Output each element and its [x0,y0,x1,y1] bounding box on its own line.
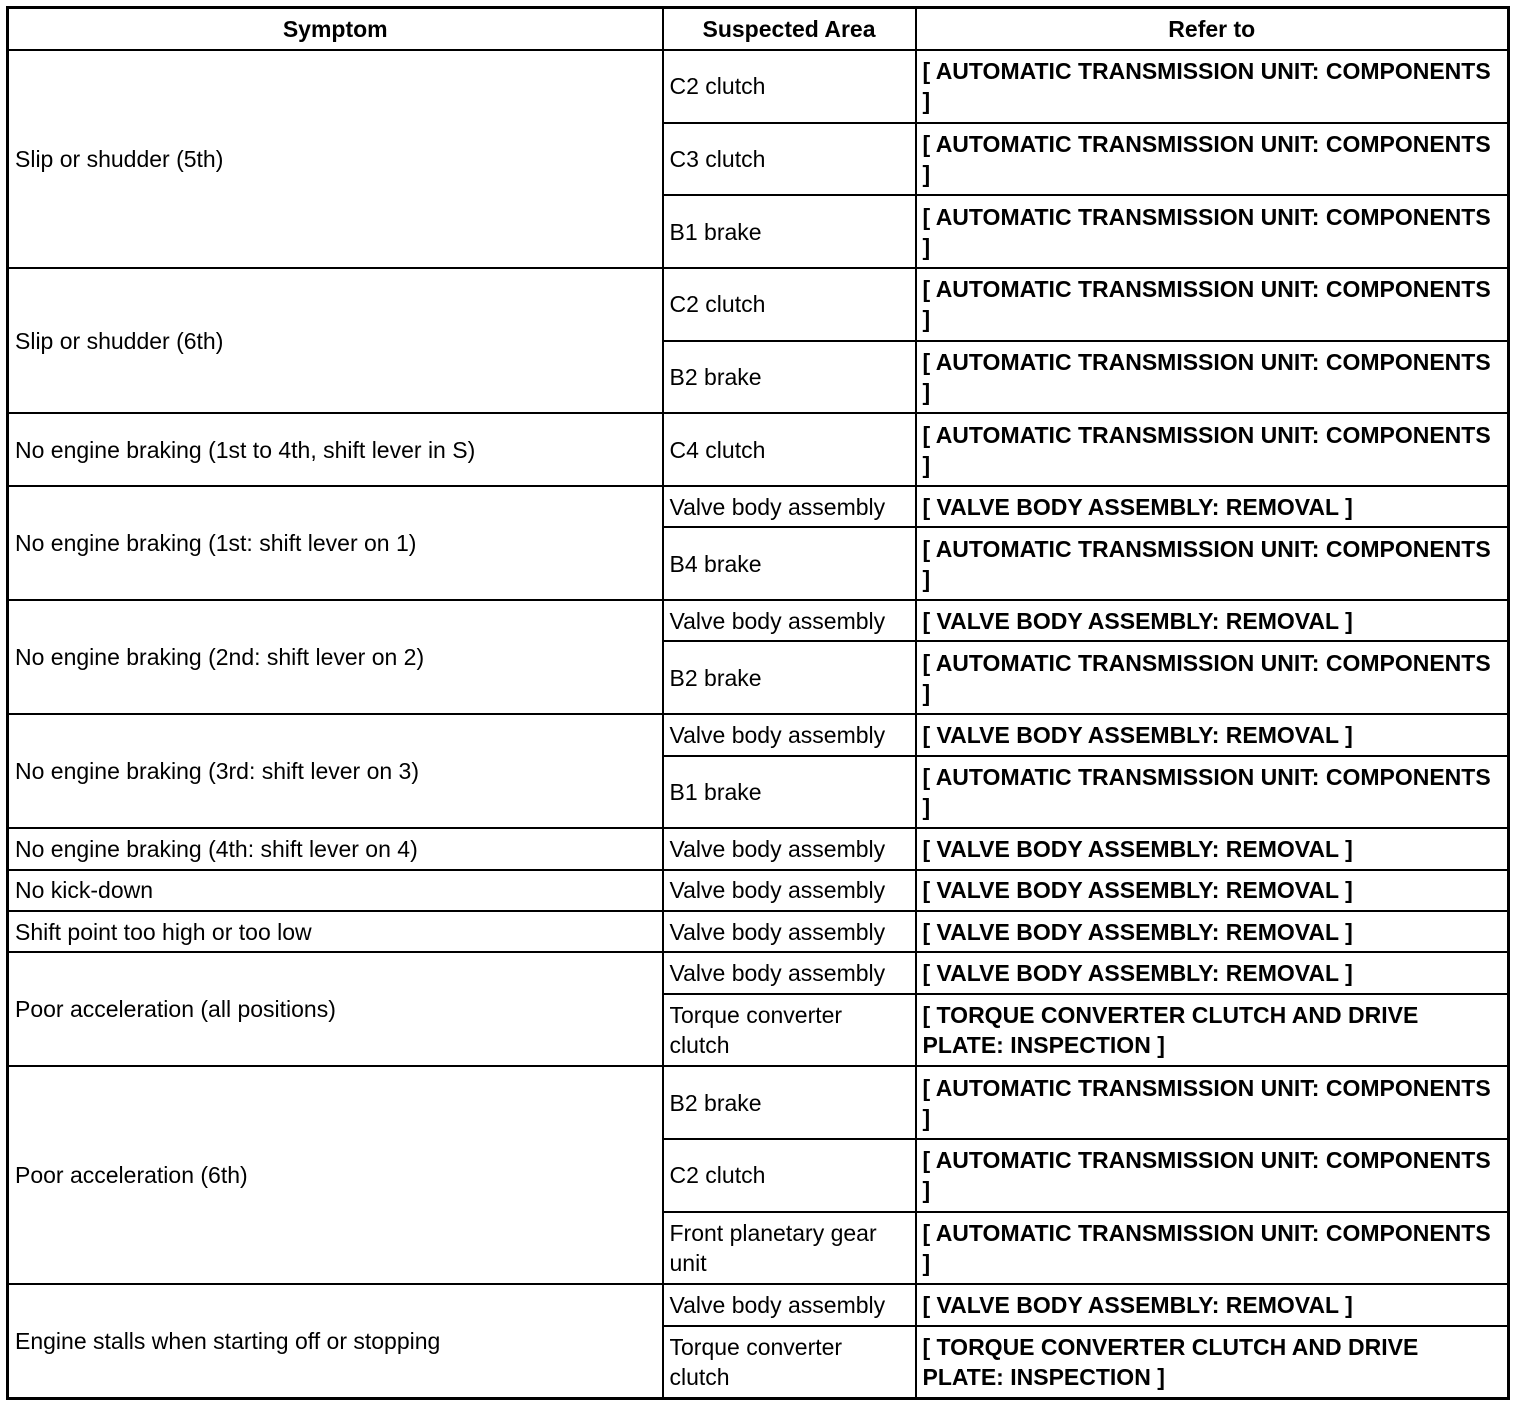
table-row [8,1284,1509,1325]
table-body [8,50,1509,1399]
suspected-area-cell: B2 brake [663,1066,916,1139]
suspected-area-cell: Valve body assembly [663,486,916,527]
symptom-cell: No engine braking (3rd: shift lever on 3) [8,714,663,828]
refer-to-cell: [ VALVE BODY ASSEMBLY: REMOVAL ] [916,911,1509,952]
suspected-area-cell: Valve body assembly [663,952,916,993]
refer-to-cell: [ AUTOMATIC TRANSMISSION UNIT: COMPONENTS ] [916,268,1509,341]
refer-to-cell: [ AUTOMATIC TRANSMISSION UNIT: COMPONENTS ] [916,413,1509,486]
refer-to-cell: [ VALVE BODY ASSEMBLY: REMOVAL ] [916,486,1509,527]
suspected-area-cell: Valve body assembly [663,600,916,641]
refer-to-cell: [ AUTOMATIC TRANSMISSION UNIT: COMPONENTS ] [916,1212,1509,1285]
suspected-area-cell: Torque converter clutch [663,1326,916,1399]
refer-to-cell: [ AUTOMATIC TRANSMISSION UNIT: COMPONENTS ] [916,341,1509,414]
refer-to-cell: [ TORQUE CONVERTER CLUTCH AND DRIVE PLATE: INSPECTION ] [916,994,1509,1067]
suspected-area-cell: B1 brake [663,195,916,268]
symptom-cell: Slip or shudder (5th) [8,50,663,268]
suspected-area-cell: C3 clutch [663,123,916,196]
refer-to-cell: [ VALVE BODY ASSEMBLY: REMOVAL ] [916,714,1509,755]
symptom-cell: No engine braking (2nd: shift lever on 2) [8,600,663,714]
suspected-area-cell: C2 clutch [663,268,916,341]
refer-to-cell: [ AUTOMATIC TRANSMISSION UNIT: COMPONENTS ] [916,123,1509,196]
header-symptom: Symptom [8,8,663,51]
header-row [8,8,1509,51]
suspected-area-cell: Torque converter clutch [663,994,916,1067]
table-row [8,952,1509,993]
table-row [8,413,1509,486]
refer-to-cell: [ VALVE BODY ASSEMBLY: REMOVAL ] [916,828,1509,869]
suspected-area-cell: B1 brake [663,756,916,829]
suspected-area-cell: Valve body assembly [663,870,916,911]
symptom-cell: Shift point too high or too low [8,911,663,952]
refer-to-cell: [ AUTOMATIC TRANSMISSION UNIT: COMPONENTS ] [916,527,1509,600]
diagnosis-table [6,6,1510,1400]
table-row [8,486,1509,527]
refer-to-cell: [ VALVE BODY ASSEMBLY: REMOVAL ] [916,952,1509,993]
suspected-area-cell: B2 brake [663,341,916,414]
refer-to-cell: [ VALVE BODY ASSEMBLY: REMOVAL ] [916,1284,1509,1325]
refer-to-cell: [ AUTOMATIC TRANSMISSION UNIT: COMPONENTS ] [916,641,1509,714]
refer-to-cell: [ AUTOMATIC TRANSMISSION UNIT: COMPONENTS ] [916,756,1509,829]
table-row [8,870,1509,911]
refer-to-cell: [ AUTOMATIC TRANSMISSION UNIT: COMPONENTS ] [916,195,1509,268]
symptom-cell: No engine braking (1st to 4th, shift lever in S) [8,413,663,486]
table-row [8,268,1509,341]
refer-to-cell: [ TORQUE CONVERTER CLUTCH AND DRIVE PLATE: INSPECTION ] [916,1326,1509,1399]
symptom-cell: No kick-down [8,870,663,911]
suspected-area-cell: Valve body assembly [663,828,916,869]
header-suspected-area: Suspected Area [663,8,916,51]
refer-to-cell: [ AUTOMATIC TRANSMISSION UNIT: COMPONENTS ] [916,1139,1509,1212]
refer-to-cell: [ AUTOMATIC TRANSMISSION UNIT: COMPONENTS ] [916,1066,1509,1139]
suspected-area-cell: Front planetary gear unit [663,1212,916,1285]
symptom-cell: No engine braking (1st: shift lever on 1) [8,486,663,600]
suspected-area-cell: Valve body assembly [663,1284,916,1325]
suspected-area-cell: C4 clutch [663,413,916,486]
table-row [8,828,1509,869]
suspected-area-cell: Valve body assembly [663,911,916,952]
refer-to-cell: [ AUTOMATIC TRANSMISSION UNIT: COMPONENTS ] [916,50,1509,123]
suspected-area-cell: B4 brake [663,527,916,600]
symptom-cell: Engine stalls when starting off or stopping [8,1284,663,1398]
table-row [8,1066,1509,1139]
symptom-cell: No engine braking (4th: shift lever on 4) [8,828,663,869]
table-row [8,714,1509,755]
symptom-cell: Poor acceleration (6th) [8,1066,663,1284]
suspected-area-cell: B2 brake [663,641,916,714]
suspected-area-cell: Valve body assembly [663,714,916,755]
symptom-cell: Slip or shudder (6th) [8,268,663,413]
refer-to-cell: [ VALVE BODY ASSEMBLY: REMOVAL ] [916,600,1509,641]
table-row [8,50,1509,123]
refer-to-cell: [ VALVE BODY ASSEMBLY: REMOVAL ] [916,870,1509,911]
table-row [8,911,1509,952]
header-refer-to: Refer to [916,8,1509,51]
suspected-area-cell: C2 clutch [663,50,916,123]
suspected-area-cell: C2 clutch [663,1139,916,1212]
symptom-cell: Poor acceleration (all positions) [8,952,663,1066]
table-row [8,600,1509,641]
